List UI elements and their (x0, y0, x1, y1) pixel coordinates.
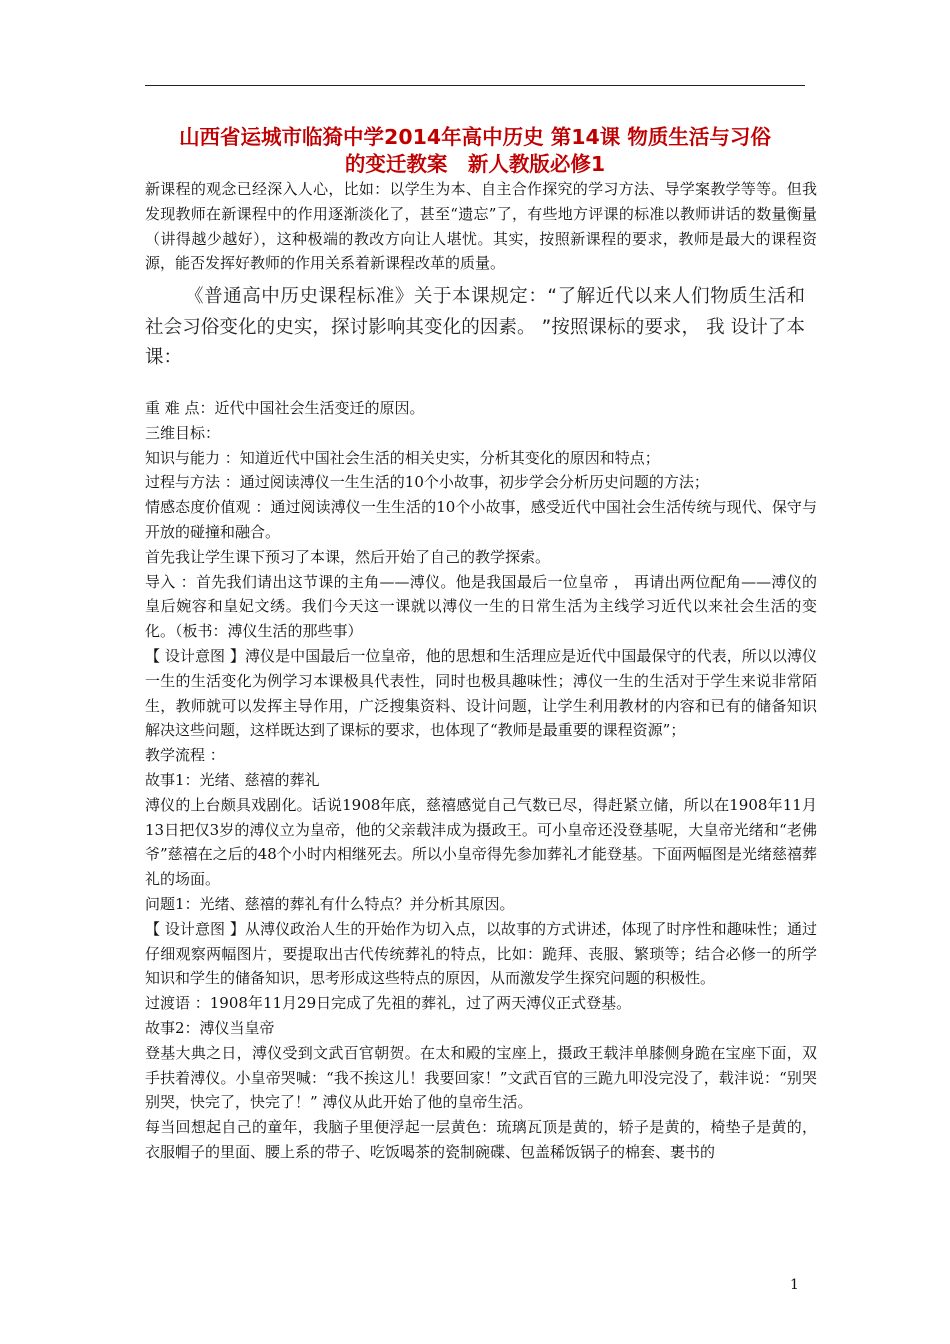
key-points: 重 难 点：近代中国社会生活变迁的原因。 (145, 399, 425, 417)
title-line-1: 山西省运城市临猗中学2014年高中历史 第14课 物质生活与习俗 (179, 125, 771, 149)
intro-paragraph: 新课程的观念已经深入人心，比如：以学生为本、自主合作探究的学习方法、导学案教学等等。但我发现教师在新课程中的作用逐渐淡化了，甚至“遗忘”了，有些地方评课的标准以教师讲话的数量衡量（讲得越少越好），这种极端的教改方向让人堪忧。其实，按照新课程的要求，教师是最大的课程资源，能否发挥好教师的作用关系着新课程改革的质量。 (145, 180, 817, 273)
story-2-text: 登基大典之日，溥仪受到文武百官朝贺。在太和殿的宝座上，摄政王载沣单膝侧身跪在宝座下面，双手扶着溥仪。小皇帝哭喊：“我不挨这儿！我要回家！”文武百官的三跪九叩没完没了，载沣说：“别哭别哭，快完了，快完了！” 溥仪从此开始了他的皇帝生活。 (145, 1043, 817, 1112)
main-body (145, 396, 817, 1165)
story-1-heading: 故事1：光绪、慈禧的葬礼 (145, 770, 320, 789)
goal-process: 过程与方法 ：通过阅读溥仪一生生活的10个小故事，初步学会分析历史问题的方法； (145, 473, 709, 492)
question-1: 问题1：光绪、慈禧的葬礼有什么特点？并分析其原因。 (145, 894, 515, 913)
goal-knowledge: 知识与能力 ：知道近代中国社会生活的相关史实，分析其变化的原因和特点； (145, 448, 660, 467)
design-intent-1: 【 设计意图 】溥仪是中国最后一位皇帝，他的思想和生活理应是近代中国最保守的代表，所以以溥仪一生的生活变化为例学习本课极具代表性，同时也极具趣味性；溥仪一生的生活对于学生来说非常陌生，教师就可以发挥主导作用，广泛搜集资料、设计问题，让学生利用教材的内容和已有的储备知识解决这些问题，这样既达到了课标的要求，也体现了“教师是最重要的课程资源”； (145, 646, 817, 740)
teaching-flow-heading: 教学流程 ： (145, 746, 225, 765)
curriculum-quote: 《普通高中历史课程标准》关于本课规定：“了解近代以来人们物质生活和社会习俗变化的史实，探讨影响其变化的因素。 ”按照课标的要求， 我 设计了本课： (145, 286, 805, 368)
introduction-paragraph: 导入 ：首先我们请出这节课的主角——溥仪。他是我国最后一位皇帝 ， 再请出两位配角——溥仪的皇后婉容和皇妃文绣。我们今天这一课就以溥仪一生的日常生活为主线学习近代以来社会生活的变化。（板书：溥仪生活的那些事） (145, 572, 817, 641)
preview-note: 首先我让学生课下预习了本课，然后开始了自己的教学探索。 (145, 547, 551, 566)
page-number: 1 (790, 1277, 799, 1293)
header-rule (145, 85, 805, 86)
goal-emotion: 情感态度价值观 ：通过阅读溥仪一生生活的10个小故事，感受近代中国社会生活传统与现代、保守与开放的碰撞和融合。 (145, 498, 817, 541)
document-title (145, 124, 805, 178)
intro-section (145, 177, 817, 276)
memory-paragraph: 每当回想起自己的童年，我脑子里便浮起一层黄色：琉璃瓦顶是黄的，轿子是黄的，椅垫子是黄的，衣服帽子的里面、腰上系的带子、吃饭喝茶的瓷制碗碟、包盖稀饭锅子的棉套、裹书的 (145, 1118, 817, 1161)
story-2-heading: 故事2：溥仪当皇帝 (145, 1018, 275, 1037)
transition-text: 过渡语 ：1908年11月29日完成了先祖的葬礼，过了两天溥仪正式登基。 (145, 994, 632, 1013)
story-1-text: 溥仪的上台颇具戏剧化。话说1908年底，慈禧感觉自己气数已尽，得赶紧立储，所以在1908年11月13日把仅3岁的溥仪立为皇帝，他的父亲载沣成为摄政王。可小皇帝还没登基呢，大皇帝光绪和“老佛爷”慈禧在之后的48个小时内相继死去。所以小皇帝得先参加葬礼才能登基。下面两幅图是光绪慈禧葬礼的场面。 (145, 795, 817, 889)
goals-heading: 三维目标： (145, 423, 221, 442)
title-line-2: 的变迁教案 新人教版必修1 (344, 152, 606, 176)
design-intent-2: 【 设计意图 】从溥仪政治人生的开始作为切入点，以故事的方式讲述，体现了时序性和趣味性；通过仔细观察两幅图片，要提取出古代传统葬礼的特点，比如：跪拜、丧服、繁琐等；结合必修一的所学知识和学生的储备知识，思考形成这些特点的原因，从而激发学生探究问题的积极性。 (145, 919, 817, 988)
